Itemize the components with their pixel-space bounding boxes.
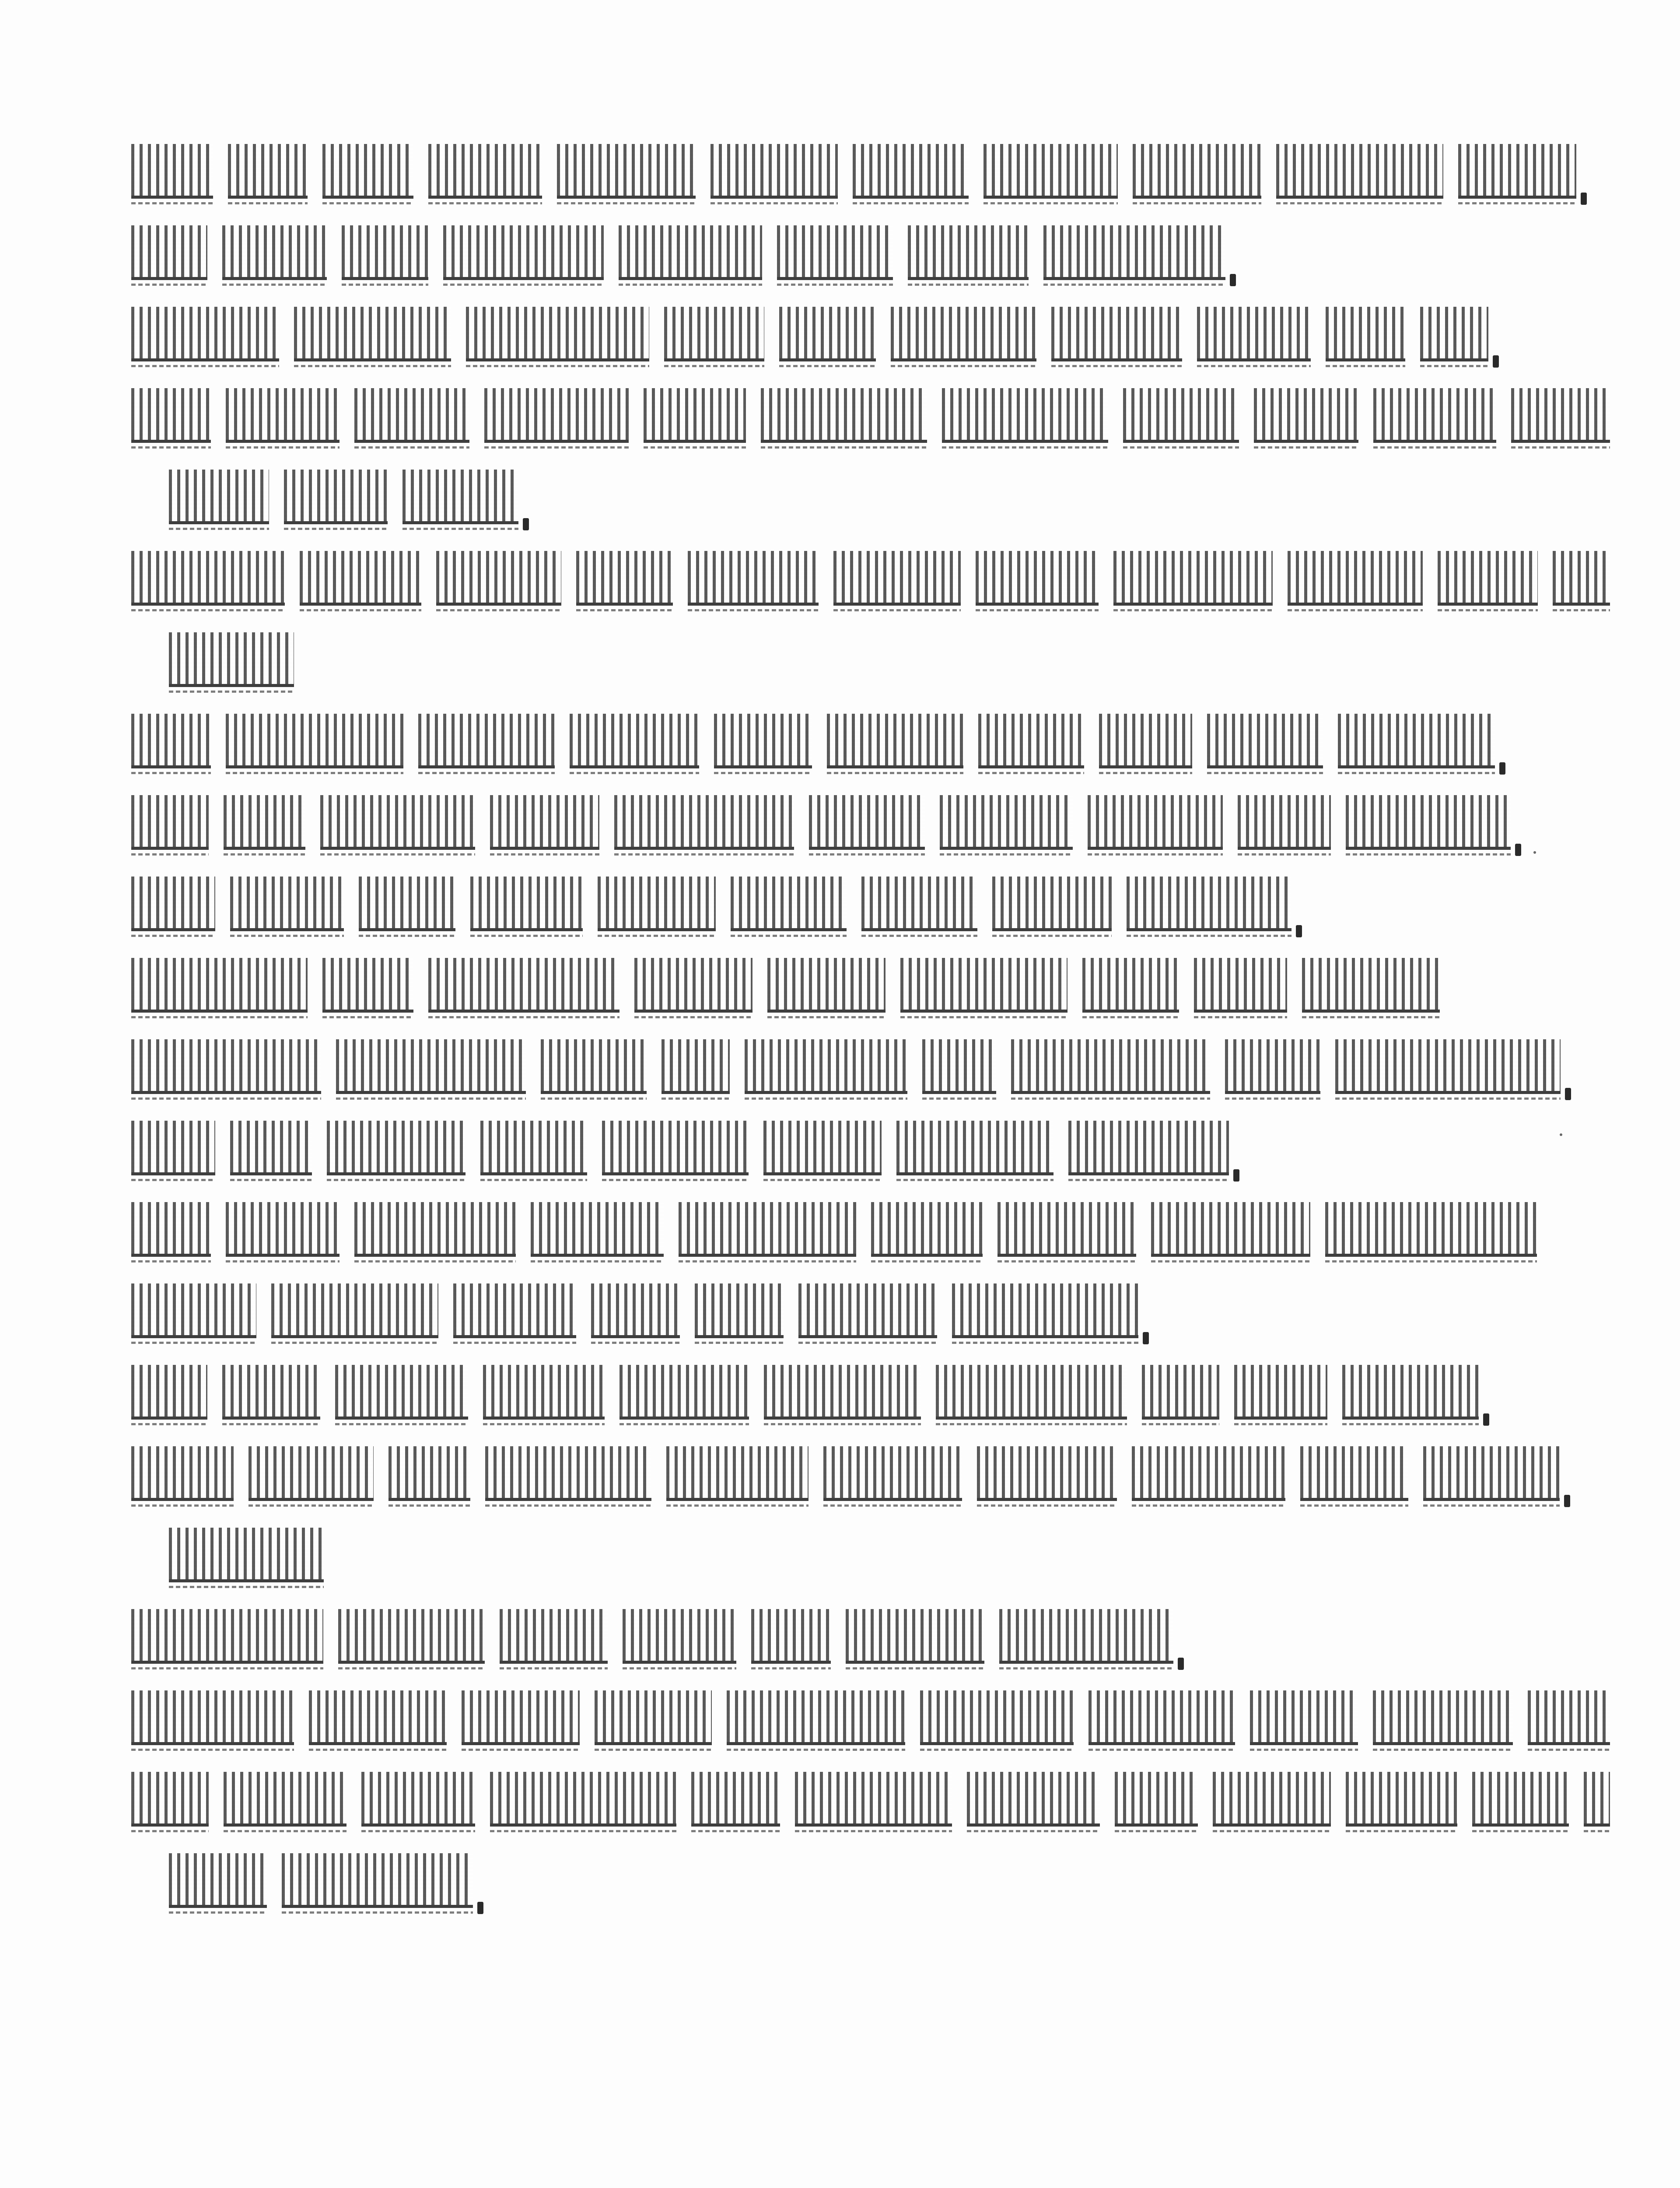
illegible-word	[226, 388, 340, 443]
illegible-word	[1238, 795, 1331, 850]
illegible-word	[908, 225, 1029, 280]
illegible-word	[644, 388, 746, 443]
illegible-word	[871, 1202, 983, 1257]
illegible-word	[131, 1365, 207, 1420]
illegible-word	[222, 225, 327, 280]
illegible-word	[777, 225, 893, 280]
illegible-word	[767, 958, 886, 1013]
illegible-word	[1423, 1446, 1560, 1501]
illegible-word	[591, 1283, 680, 1338]
handwritten-text-block	[131, 127, 1610, 1918]
comma-mark	[1296, 925, 1302, 937]
illegible-word	[623, 1609, 736, 1664]
illegible-word	[1420, 307, 1488, 361]
comma-mark	[523, 518, 529, 530]
illegible-word	[1099, 714, 1192, 768]
illegible-word	[484, 388, 629, 443]
illegible-word	[761, 388, 927, 443]
illegible-word	[664, 307, 764, 361]
comma-mark	[1143, 1332, 1149, 1344]
illegible-word	[846, 1609, 984, 1664]
illegible-word	[131, 1609, 323, 1664]
illegible-word	[1511, 388, 1610, 443]
text-line	[131, 1348, 1610, 1429]
illegible-word	[1373, 1690, 1513, 1745]
illegible-word	[228, 144, 308, 199]
illegible-word	[1254, 388, 1358, 443]
text-line	[131, 1185, 1610, 1266]
comma-mark	[477, 1902, 483, 1914]
illegible-word	[998, 1202, 1136, 1257]
illegible-word	[896, 1121, 1054, 1175]
illegible-word	[131, 1446, 234, 1501]
illegible-word	[490, 795, 599, 850]
illegible-word	[418, 714, 555, 768]
illegible-word	[131, 1690, 294, 1745]
illegible-word	[354, 388, 469, 443]
illegible-word	[1133, 144, 1261, 199]
illegible-word	[230, 877, 344, 931]
illegible-word	[833, 551, 961, 606]
illegible-word	[300, 551, 421, 606]
illegible-word	[466, 307, 649, 361]
illegible-word	[853, 144, 969, 199]
illegible-word	[922, 1039, 996, 1094]
text-line	[131, 615, 1610, 697]
illegible-word	[131, 1039, 321, 1094]
text-line	[131, 941, 1610, 1022]
illegible-word	[942, 388, 1108, 443]
comma-mark	[1565, 1088, 1571, 1100]
illegible-word	[557, 144, 696, 199]
illegible-word	[131, 958, 308, 1013]
illegible-word	[1082, 958, 1179, 1013]
text-line	[131, 778, 1610, 859]
text-line	[131, 534, 1610, 615]
illegible-word	[679, 1202, 856, 1257]
illegible-word	[634, 958, 752, 1013]
illegible-word	[714, 714, 812, 768]
text-line	[131, 1429, 1610, 1511]
illegible-word	[1300, 1446, 1408, 1501]
illegible-word	[480, 1121, 587, 1175]
text-line	[131, 1022, 1610, 1104]
illegible-word	[230, 1121, 312, 1175]
illegible-word	[541, 1039, 647, 1094]
illegible-word	[131, 551, 285, 606]
illegible-word	[614, 795, 794, 850]
illegible-word	[131, 1772, 209, 1827]
illegible-word	[226, 1202, 340, 1257]
illegible-word	[1234, 1365, 1327, 1420]
illegible-word	[602, 1121, 749, 1175]
illegible-word	[1225, 1039, 1320, 1094]
comma-mark	[1564, 1495, 1570, 1507]
illegible-word	[695, 1283, 784, 1338]
illegible-word	[131, 225, 207, 280]
illegible-word	[763, 1121, 882, 1175]
illegible-word	[271, 1283, 438, 1338]
illegible-word	[620, 1365, 749, 1420]
illegible-word	[1335, 1039, 1561, 1094]
illegible-word	[131, 714, 211, 768]
text-line	[131, 452, 1610, 534]
comma-mark	[1493, 355, 1499, 368]
illegible-word	[576, 551, 673, 606]
illegible-word	[282, 1853, 473, 1908]
illegible-word	[1373, 388, 1496, 443]
illegible-word	[359, 877, 455, 931]
illegible-word	[1584, 1772, 1610, 1827]
comma-mark	[1178, 1658, 1184, 1670]
illegible-word	[169, 1853, 267, 1908]
illegible-word	[795, 1772, 952, 1827]
illegible-word	[284, 470, 388, 524]
text-line	[131, 1673, 1610, 1755]
text-line	[131, 127, 1610, 208]
illegible-word	[1113, 551, 1273, 606]
illegible-word	[691, 1772, 780, 1827]
illegible-word	[428, 958, 620, 1013]
illegible-word	[779, 307, 876, 361]
text-line	[131, 859, 1610, 941]
text-line	[131, 208, 1610, 290]
illegible-word	[131, 877, 215, 931]
illegible-word	[248, 1446, 374, 1501]
illegible-word	[1326, 307, 1405, 361]
illegible-word	[999, 1609, 1173, 1664]
illegible-word	[342, 225, 428, 280]
illegible-word	[1207, 714, 1323, 768]
illegible-word	[1197, 307, 1311, 361]
illegible-word	[1088, 1690, 1235, 1745]
illegible-word	[131, 1283, 256, 1338]
illegible-word	[1051, 307, 1182, 361]
illegible-word	[891, 307, 1036, 361]
illegible-word	[710, 144, 838, 199]
illegible-word	[688, 551, 819, 606]
illegible-word	[731, 877, 847, 931]
illegible-word	[1194, 958, 1287, 1013]
illegible-word	[570, 714, 699, 768]
scan-speck	[1533, 851, 1536, 854]
illegible-word	[354, 1202, 516, 1257]
illegible-word	[1528, 1690, 1610, 1745]
illegible-word	[320, 795, 475, 850]
illegible-word	[1213, 1772, 1331, 1827]
illegible-word	[131, 388, 211, 443]
illegible-word	[967, 1772, 1100, 1827]
comma-mark	[1515, 844, 1521, 856]
comma-mark	[1483, 1413, 1489, 1426]
illegible-word	[169, 632, 294, 687]
text-line	[131, 371, 1610, 452]
illegible-word	[1068, 1121, 1229, 1175]
illegible-word	[1346, 1772, 1457, 1827]
illegible-word	[984, 144, 1118, 199]
text-line	[131, 1755, 1610, 1836]
text-line	[131, 290, 1610, 371]
illegible-word	[436, 551, 561, 606]
illegible-word	[322, 958, 413, 1013]
illegible-word	[327, 1121, 466, 1175]
comma-mark	[1230, 274, 1236, 286]
illegible-word	[727, 1690, 905, 1745]
illegible-word	[976, 551, 1099, 606]
illegible-word	[462, 1690, 580, 1745]
illegible-word	[920, 1690, 1074, 1745]
illegible-word	[745, 1039, 907, 1094]
illegible-word	[1472, 1772, 1569, 1827]
illegible-word	[666, 1446, 808, 1501]
illegible-word	[1342, 1365, 1479, 1420]
illegible-word	[485, 1446, 651, 1501]
text-line	[131, 1592, 1610, 1673]
illegible-word	[1438, 551, 1538, 606]
illegible-word	[131, 307, 279, 361]
illegible-word	[1553, 551, 1610, 606]
illegible-word	[861, 877, 977, 931]
illegible-word	[1127, 877, 1292, 931]
illegible-word	[936, 1365, 1127, 1420]
illegible-word	[1458, 144, 1576, 199]
illegible-word	[443, 225, 604, 280]
illegible-word	[662, 1039, 730, 1094]
illegible-word	[1123, 388, 1239, 443]
scan-speck	[1560, 1133, 1562, 1136]
illegible-word	[764, 1365, 921, 1420]
illegible-word	[335, 1365, 468, 1420]
illegible-word	[1043, 225, 1225, 280]
text-line	[131, 1104, 1610, 1185]
illegible-word	[322, 144, 413, 199]
illegible-word	[1338, 714, 1495, 768]
illegible-word	[827, 714, 963, 768]
illegible-word	[1151, 1202, 1310, 1257]
illegible-word	[531, 1202, 664, 1257]
illegible-word	[1132, 1446, 1285, 1501]
illegible-word	[1302, 958, 1440, 1013]
illegible-word	[470, 877, 583, 931]
illegible-word	[823, 1446, 962, 1501]
illegible-word	[1288, 551, 1423, 606]
illegible-word	[940, 795, 1073, 850]
illegible-word	[388, 1446, 470, 1501]
illegible-word	[1325, 1202, 1537, 1257]
illegible-word	[978, 714, 1084, 768]
illegible-word	[483, 1365, 605, 1420]
illegible-word	[309, 1690, 447, 1745]
illegible-word	[809, 795, 925, 850]
illegible-word	[751, 1609, 831, 1664]
illegible-word	[977, 1446, 1117, 1501]
illegible-word	[1011, 1039, 1210, 1094]
illegible-word	[131, 1121, 215, 1175]
illegible-word	[992, 877, 1112, 931]
illegible-word	[338, 1609, 485, 1664]
text-line	[131, 697, 1610, 778]
comma-mark	[1233, 1169, 1239, 1182]
illegible-word	[402, 470, 518, 524]
text-line	[131, 1511, 1610, 1592]
illegible-word	[169, 470, 269, 524]
illegible-word	[222, 1365, 320, 1420]
illegible-word	[1276, 144, 1443, 199]
illegible-word	[500, 1609, 608, 1664]
comma-mark	[1581, 193, 1587, 205]
illegible-word	[619, 225, 762, 280]
illegible-word	[294, 307, 451, 361]
illegible-word	[131, 1202, 211, 1257]
illegible-word	[1142, 1365, 1219, 1420]
illegible-word	[1346, 795, 1511, 850]
illegible-word	[453, 1283, 576, 1338]
illegible-word	[598, 877, 716, 931]
text-line	[131, 1266, 1610, 1348]
illegible-word	[1250, 1690, 1358, 1745]
text-line	[131, 1836, 1610, 1918]
illegible-word	[1115, 1772, 1198, 1827]
illegible-word	[595, 1690, 712, 1745]
illegible-word	[224, 795, 305, 850]
illegible-word	[952, 1283, 1138, 1338]
illegible-word	[900, 958, 1068, 1013]
illegible-word	[336, 1039, 526, 1094]
illegible-word	[428, 144, 542, 199]
illegible-word	[490, 1772, 676, 1827]
illegible-word	[798, 1283, 937, 1338]
illegible-word	[1088, 795, 1223, 850]
comma-mark	[1499, 762, 1505, 775]
illegible-word	[169, 1528, 324, 1582]
illegible-word	[224, 1772, 346, 1827]
illegible-word	[131, 795, 209, 850]
illegible-word	[131, 144, 213, 199]
illegible-word	[361, 1772, 475, 1827]
illegible-word	[226, 714, 403, 768]
